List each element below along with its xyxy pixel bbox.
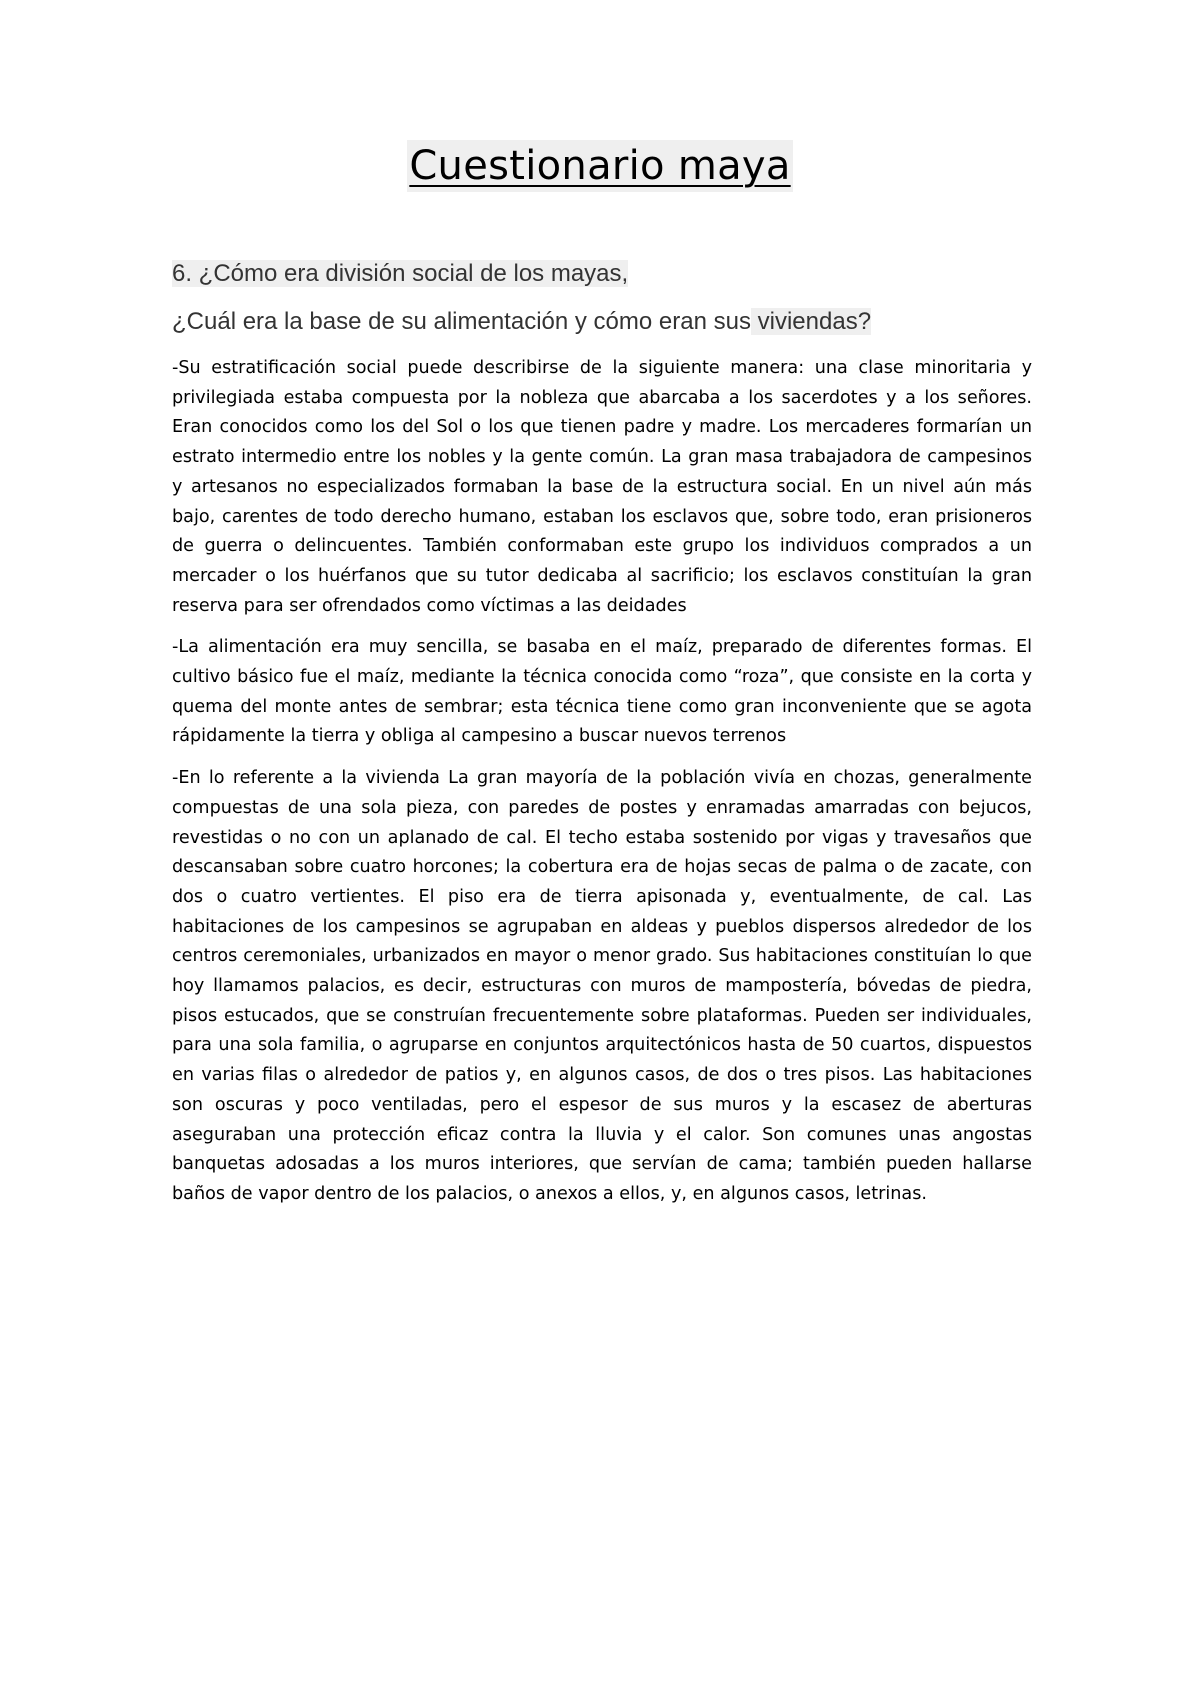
answer-body xyxy=(172,354,1032,1222)
answer-paragraph-food: -La alimentación era muy sencilla, se basaba en el maíz, preparado de diferentes formas. El cultivo básico fue el maíz, mediante la técnica conocida como “roza”, que consiste en la corta y quema del monte antes de sembrar; esta técnica tiene como gran inconveniente que se agota rápidamente la tierra y obliga al campesino a buscar nuevos terrenos xyxy=(172,637,1032,747)
document-title: Cuestionario maya xyxy=(407,140,792,192)
question-line-2 xyxy=(172,306,871,338)
answer-paragraph-social: -Su estratificación social puede describirse de la siguiente manera: una clase minoritaria y privilegiada estaba compuesta por la nobleza que abarcaba a los sacerdotes y a los señores. Eran conocidos como los del Sol o los que tienen padre y madre. Los mercaderes formarían un estrato intermedio entre los nobles y la gente común. La gran masa trabajadora de campesinos y artesanos no especializados formaban la base de la estructura social. En un nivel aún más bajo, carentes de todo derecho humano, estaban los esclavos que, sobre todo, eran prisioneros de guerra o delincuentes. También conformaban este grupo los individuos comprados a un mercader o los huérfanos que su tutor dedicaba al sacrificio; los esclavos constituían la gran reserva para ser ofrendados como víctimas a las deidades xyxy=(172,358,1032,616)
title-container xyxy=(0,140,1200,192)
question-line-1-text: 6. ¿Cómo era división social de los mayas, xyxy=(172,260,629,287)
question-line-2-highlight: viviendas? xyxy=(750,308,872,335)
question-line-2-text: ¿Cuál era la base de su alimentación y cómo eran sus xyxy=(172,308,751,335)
question-line-1 xyxy=(172,258,628,290)
answer-paragraph-housing: -En lo referente a la vivienda La gran mayoría de la población vivía en chozas, generalmente compuestas de una sola pieza, con paredes de postes y enramadas amarradas con bejucos, revestidas o no con un aplanado de cal. El techo estaba sostenido por vigas y travesaños que descansaban sobre cuatro horcones; la cobertura era de hojas secas de palma o de zacate, con dos o cuatro vertientes. El piso era de tierra apisonada y, eventualmente, de cal. Las habitaciones de los campesinos se agrupaban en aldeas y pueblos dispersos alrededor de los centros ceremoniales, urbanizados en mayor o menor grado. Sus habitaciones constituían lo que hoy llamamos palacios, es decir, estructuras con muros de mampostería, bóvedas de piedra, pisos estucados, que se construían frecuentemente sobre plataformas. Pueden ser individuales, para una sola familia, o agruparse en conjuntos arquitectónicos hasta de 50 cuartos, dispuestos en varias filas o alrededor de patios y, en algunos casos, de dos o tres pisos. Las habitaciones son oscuras y poco ventiladas, pero el espesor de sus muros y la escasez de aberturas aseguraban una protección eficaz contra la lluvia y el calor. Son comunes unas angostas banquetas adosadas a los muros interiores, que servían de cama; también pueden hallarse baños de vapor dentro de los palacios, o anexos a ellos, y, en algunos casos, letrinas. xyxy=(172,768,1032,1204)
